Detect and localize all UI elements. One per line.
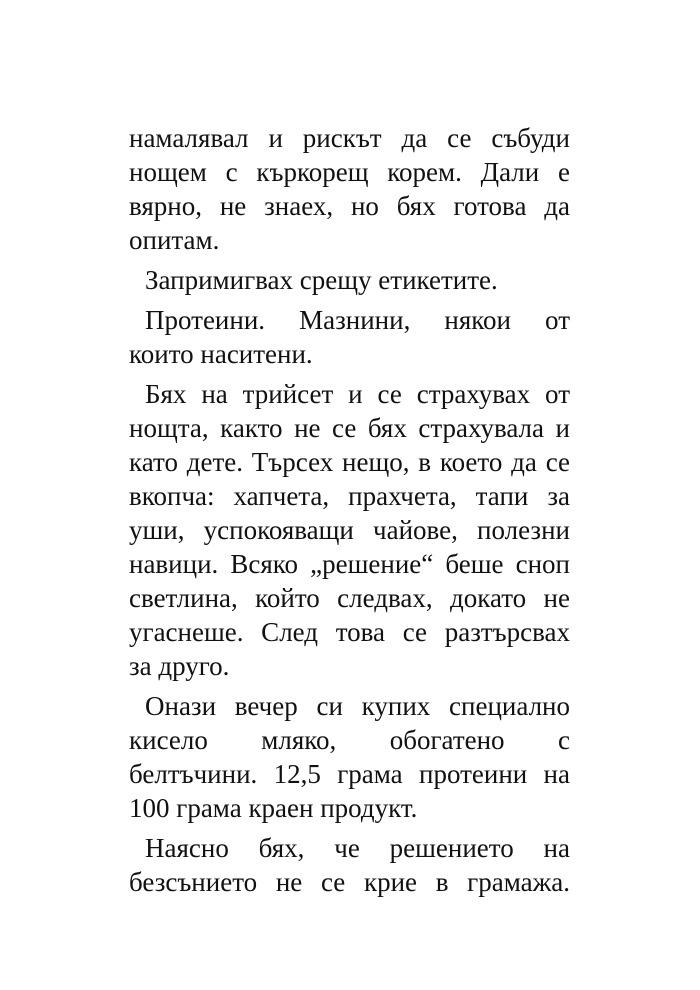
text-line: белтъчини. 12,5 грама протеини на: [129, 759, 570, 789]
paragraph: [129, 303, 570, 371]
text-line: уши, успокояващи чайове, полезни: [129, 515, 570, 545]
text-line: опитам.: [129, 225, 220, 255]
text-line: Протеини. Мазнини, някои от: [145, 305, 570, 335]
text-line: Онази вечер си купих специално: [145, 691, 570, 721]
text-line: като дете. Търсех нещо, в което да се: [129, 447, 570, 477]
text-line: Запримигвах срещу етикетите.: [145, 265, 498, 295]
text-line: които наситени.: [129, 339, 313, 369]
text-line: нощем с къркорещ корем. Дали е: [129, 157, 570, 187]
paragraph: [129, 689, 570, 825]
paragraph: [129, 263, 570, 297]
paragraph: [129, 831, 570, 899]
body-text: [129, 121, 570, 905]
text-line: Бях на трийсет и се страхувах от: [145, 379, 570, 409]
text-line: нощта, както не се бях страхувала и: [129, 413, 570, 443]
text-line: 100 грама краен продукт.: [129, 793, 418, 823]
text-line: навици. Всяко „решение“ беше сноп: [129, 549, 570, 579]
text-line: кисело мляко, обогатено с: [129, 725, 570, 755]
text-line: вкопча: хапчета, прахчета, тапи за: [129, 481, 570, 511]
text-line: угаснеше. След това се разтърсвах: [129, 617, 570, 647]
text-line: безсънието не се крие в грамажа.: [129, 867, 570, 897]
text-line: за друго.: [129, 651, 230, 681]
text-line: намалявал и рискът да се събуди: [129, 123, 570, 153]
text-line: вярно, не знаех, но бях готова да: [129, 191, 570, 221]
text-line: Наясно бях, че решението на: [145, 833, 570, 863]
text-line: светлина, който следвах, докато не: [129, 583, 570, 613]
paragraph: [129, 121, 570, 257]
paragraph: [129, 377, 570, 683]
